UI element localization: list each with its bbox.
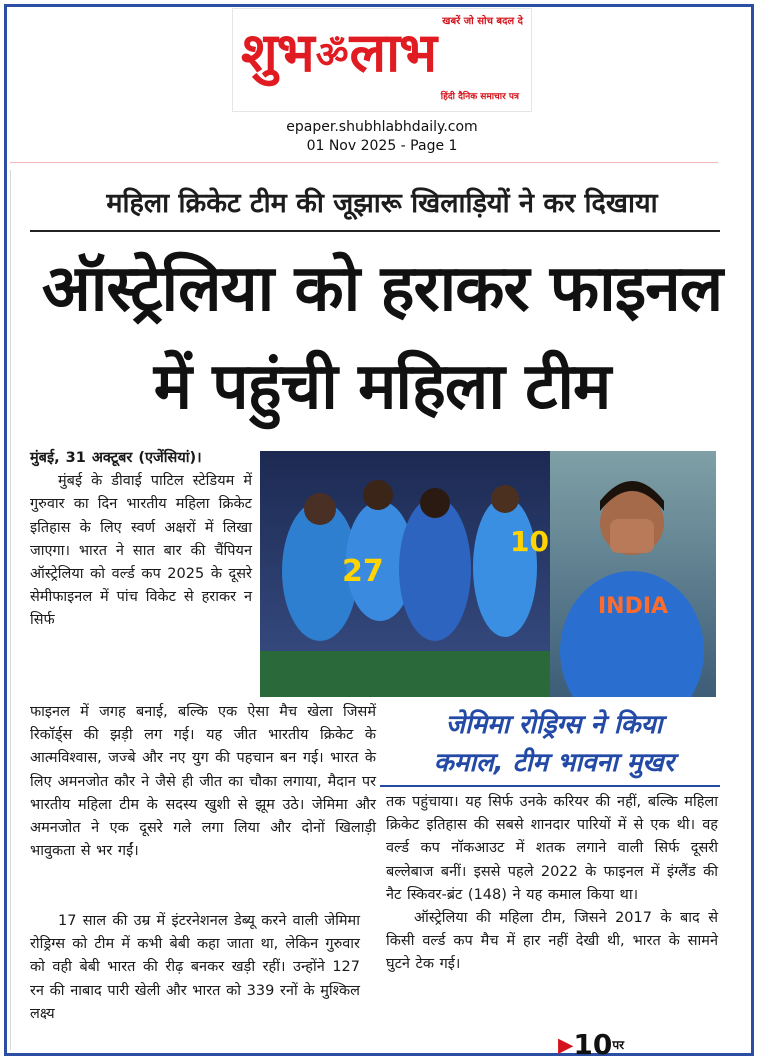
continued-suffix: पर	[612, 1038, 625, 1052]
divider	[30, 230, 720, 232]
jersey-number: 10	[510, 525, 549, 558]
headline-line: ऑस्ट्रेलिया को हराकर फाइनल	[41, 252, 723, 326]
masthead-tagline: खबरें जो सोच बदल दे	[442, 16, 523, 27]
article-headline	[14, 240, 750, 436]
article-column-bottom	[30, 910, 360, 1026]
divider	[10, 162, 718, 163]
dateline: मुंबई, 31 अक्टूबर (एजेंसियां)।	[30, 450, 202, 466]
article-column-1	[30, 447, 252, 633]
headline-line: में पहुंची महिला टीम	[153, 350, 611, 424]
continued-page-number: 10	[573, 1028, 613, 1061]
divider	[380, 785, 720, 787]
play-arrow-icon: ▶	[558, 1032, 574, 1057]
masthead-logo[interactable]	[232, 8, 532, 112]
jersey-number: 27	[342, 554, 384, 589]
masthead-subtagline: हिंदी दैनिक समाचार पत्र	[440, 92, 519, 102]
ganesha-icon: ॐ	[315, 35, 348, 77]
paragraph: फाइनल में जगह बनाई, बल्कि एक ऐसा मैच खेला जिसमें रिकॉर्ड्स की झड़ी लग गई। यह जीत भारतीय क्रिकेट के आत्मविश्वास, जज्बे और नए युग की पहचान बन गई। भारत के लिए अमनजोत कौर ने जैसे ही जीत का चौका लगाया, मैदान पर भारतीय महिला टीम के सदस्य खुशी से झूम उठे। जेमिमा और अमनजोत ने एक दूसरे गले लगा लिया और दोनों खिलाड़ी भावुकता से भर गईं।	[30, 704, 376, 860]
paragraph: ऑस्ट्रेलिया की महिला टीम, जिसने 2017 के बाद से किसी वर्ल्ड कप मैच में हार नहीं देखी थी, भारत के सामने घुटने टेक गई।	[386, 910, 718, 973]
logo-right-word: लाभ	[349, 21, 437, 84]
celebration-photo-illustration	[260, 451, 716, 697]
article-kicker: महिला क्रिकेट टीम की जूझारू खिलाड़ियों ने कर दिखाया	[106, 188, 658, 219]
epaper-url[interactable]: epaper.shubhlabhdaily.com	[286, 119, 478, 135]
paragraph: मुंबई के डीवाई पाटिल स्टेडियम में गुरुवार का दिन भारतीय महिला क्रिकेट इतिहास के लिए स्वर्ण अक्षरों में लिखा जाएगा। भारत ने सात बार की चैंपियन ऑस्ट्रेलिया को वर्ल्ड कप 2025 के दूसरे सेमीफाइनल में पांच विकेट से हराकर न सिर्फ	[30, 473, 252, 629]
article-column-right	[386, 791, 718, 977]
continued-on-page-link[interactable]	[558, 1028, 624, 1061]
jersey-india-text: INDIA	[598, 594, 669, 619]
article-column-wide	[30, 701, 376, 863]
article-photo[interactable]	[260, 451, 716, 697]
subheading-line: जेमिमा रोड्रिग्स ने किया	[445, 710, 663, 740]
logo-left-word: शुभ	[241, 21, 314, 84]
paragraph: तक पहुंचाया। यह सिर्फ उनके करियर की नहीं, बल्कि महिला क्रिकेट इतिहास की सबसे शानदार पारियों में से एक थी। वह वर्ल्ड कप नॉकआउट में शतक लगाने वाली सिर्फ दूसरी बल्लेबाज बनीं। इससे पहले 2022 के फाइनल में इंग्लैंड की नैट स्किवर-ब्रंट (148) ने यह कमाल किया था।	[386, 794, 718, 903]
edition-date-page: 01 Nov 2025 - Page 1	[306, 138, 458, 154]
paragraph: 17 साल की उम्र में इंटरनेशनल डेब्यू करने वाली जेमिमा रोड्रिग्स को टीम में कभी बेबी कहा जाता था, लेकिन गुरुवार को वही बेबी भारत की रीढ़ बनकर खड़ी रहीं। उन्होंने 127 रन की नाबाद पारी खेली और भारत को 339 रनों के मुश्किल लक्ष्य	[30, 913, 360, 1022]
divider	[10, 170, 11, 1050]
logo-wordmark	[241, 23, 436, 86]
article-subheading	[386, 706, 722, 782]
subheading-line: कमाल, टीम भावना मुखर	[433, 748, 675, 778]
